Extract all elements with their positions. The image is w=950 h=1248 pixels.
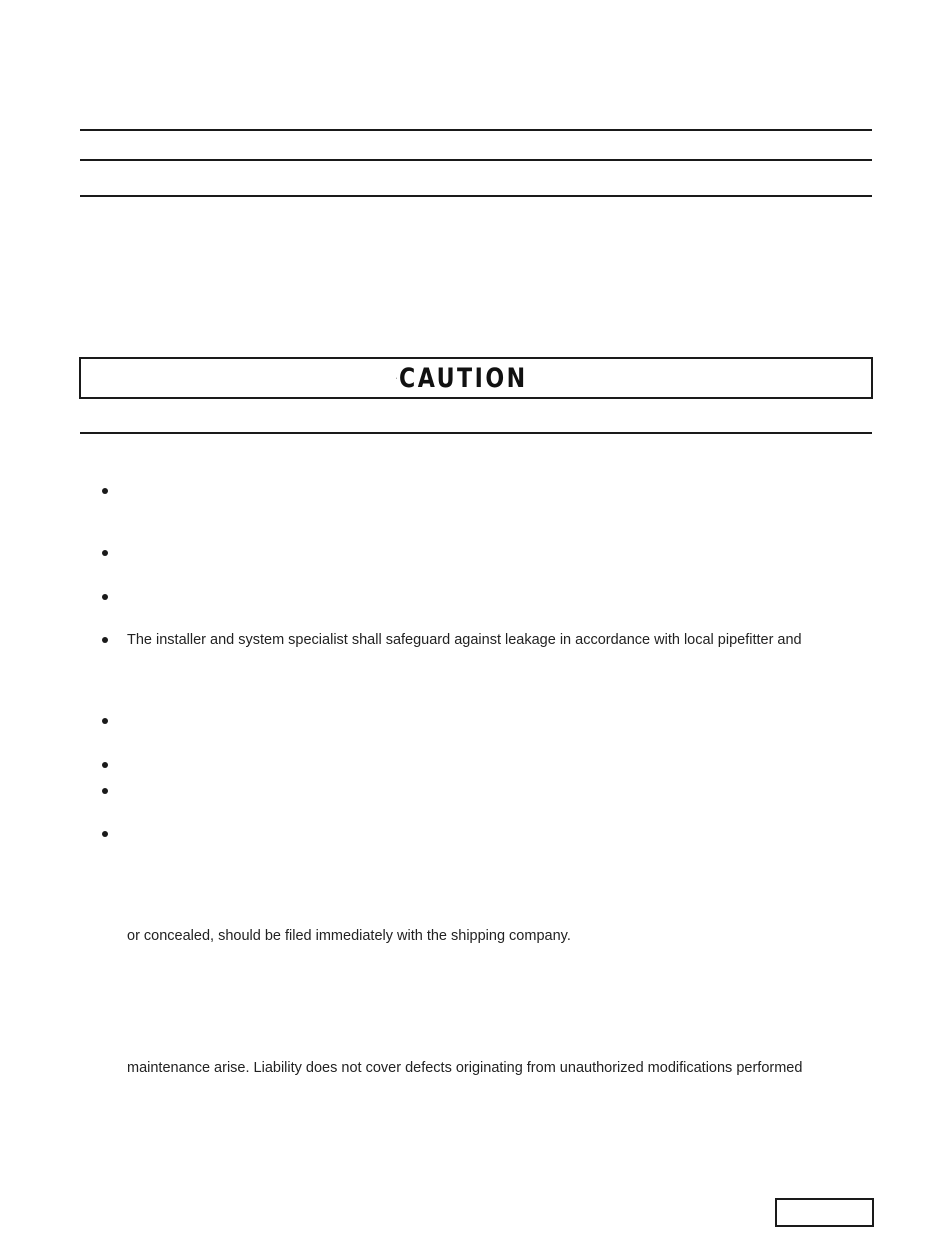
paragraph-line-2: maintenance arise. Liability does not cover defects originating from unauthorized modifications performed <box>127 1060 803 1076</box>
bullet-7 <box>102 788 108 794</box>
bullet-6 <box>102 762 108 768</box>
warning-triangle-icon <box>396 363 397 393</box>
bullet-4-text: The installer and system specialist shall safeguard against leakage in accordance with local pipefitter and <box>127 632 802 648</box>
caution-label: CAUTION <box>399 362 528 394</box>
bullet-2 <box>102 550 108 556</box>
bullet-1 <box>102 488 108 494</box>
bullet-8 <box>102 831 108 837</box>
bullet-5 <box>102 718 108 724</box>
caution-rule <box>80 432 872 434</box>
bullet-3 <box>102 594 108 600</box>
top-rule-1 <box>80 129 872 131</box>
top-rule-2 <box>80 159 872 161</box>
caution-banner <box>79 357 873 399</box>
bullet-4 <box>102 637 108 643</box>
top-rule-3 <box>80 195 872 197</box>
paragraph-line-1: or concealed, should be filed immediately with the shipping company. <box>127 928 571 944</box>
page-number-box <box>775 1198 874 1227</box>
